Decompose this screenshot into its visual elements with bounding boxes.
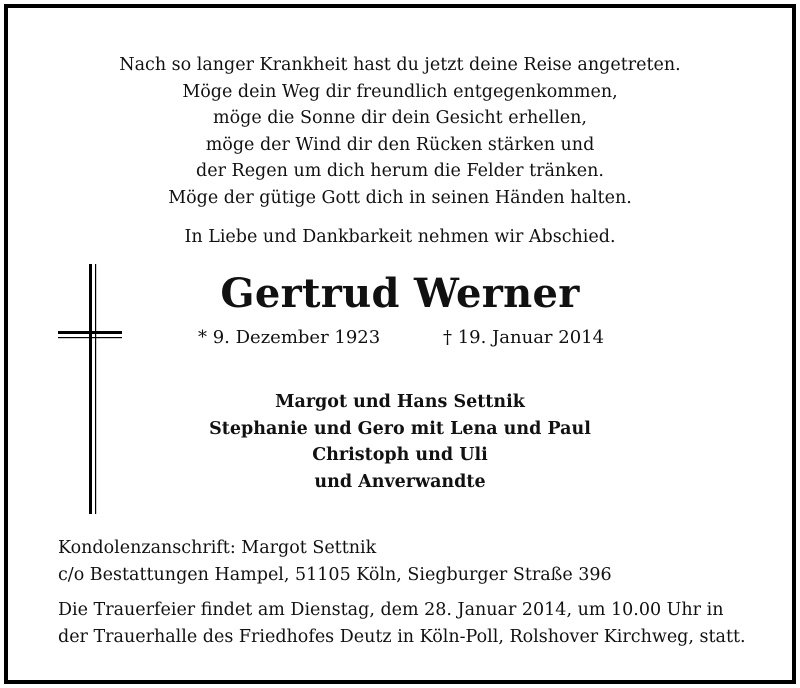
funeral-service-info [58,597,746,651]
mourner-line: und Anverwandte [314,471,486,492]
poem-line: Möge der gütige Gott dich in seinen Händen halten. [168,187,632,208]
mourners-list [8,389,792,495]
obituary-notice [4,4,796,684]
birth-date: * 9. Dezember 1923 [198,327,381,348]
mourner-line: Christoph und Uli [312,445,488,465]
condolence-line: c/o Bestattungen Hampel, 51105 Köln, Siegburger Straße 396 [58,565,612,585]
poem-line: Nach so langer Krankheit hast du jetzt deine Reise angetreten. [119,55,681,75]
deceased-name: Gertrud Werner [220,270,580,317]
service-line: der Trauerhalle des Friedhofes Deutz in Köln-Poll, Rolshover Kirchweg, statt. [58,627,746,647]
poem-line: Möge dein Weg dir freundlich entgegenkommen, [182,81,618,102]
service-line: Die Trauerfeier findet am Dienstag, dem 28. Januar 2014, um 10.00 Uhr in [58,600,724,620]
mourner-line: Margot und Hans Settnik [275,392,525,412]
poem-line: möge die Sonne dir dein Gesicht erhellen, [213,108,587,128]
poem-line: möge der Wind dir den Rücken stärken und [205,134,595,155]
condolence-address [58,535,612,589]
poem [8,52,792,211]
death-date: † 19. Januar 2014 [443,327,605,348]
poem-line: der Regen um dich herum die Felder tränken. [196,161,604,181]
mourner-line: Stephanie und Gero mit Lena und Paul [209,418,591,439]
farewell-text: In Liebe und Dankbarkeit nehmen wir Abschied. [184,227,616,247]
condolence-line: Kondolenzanschrift: Margot Settnik [58,538,377,558]
